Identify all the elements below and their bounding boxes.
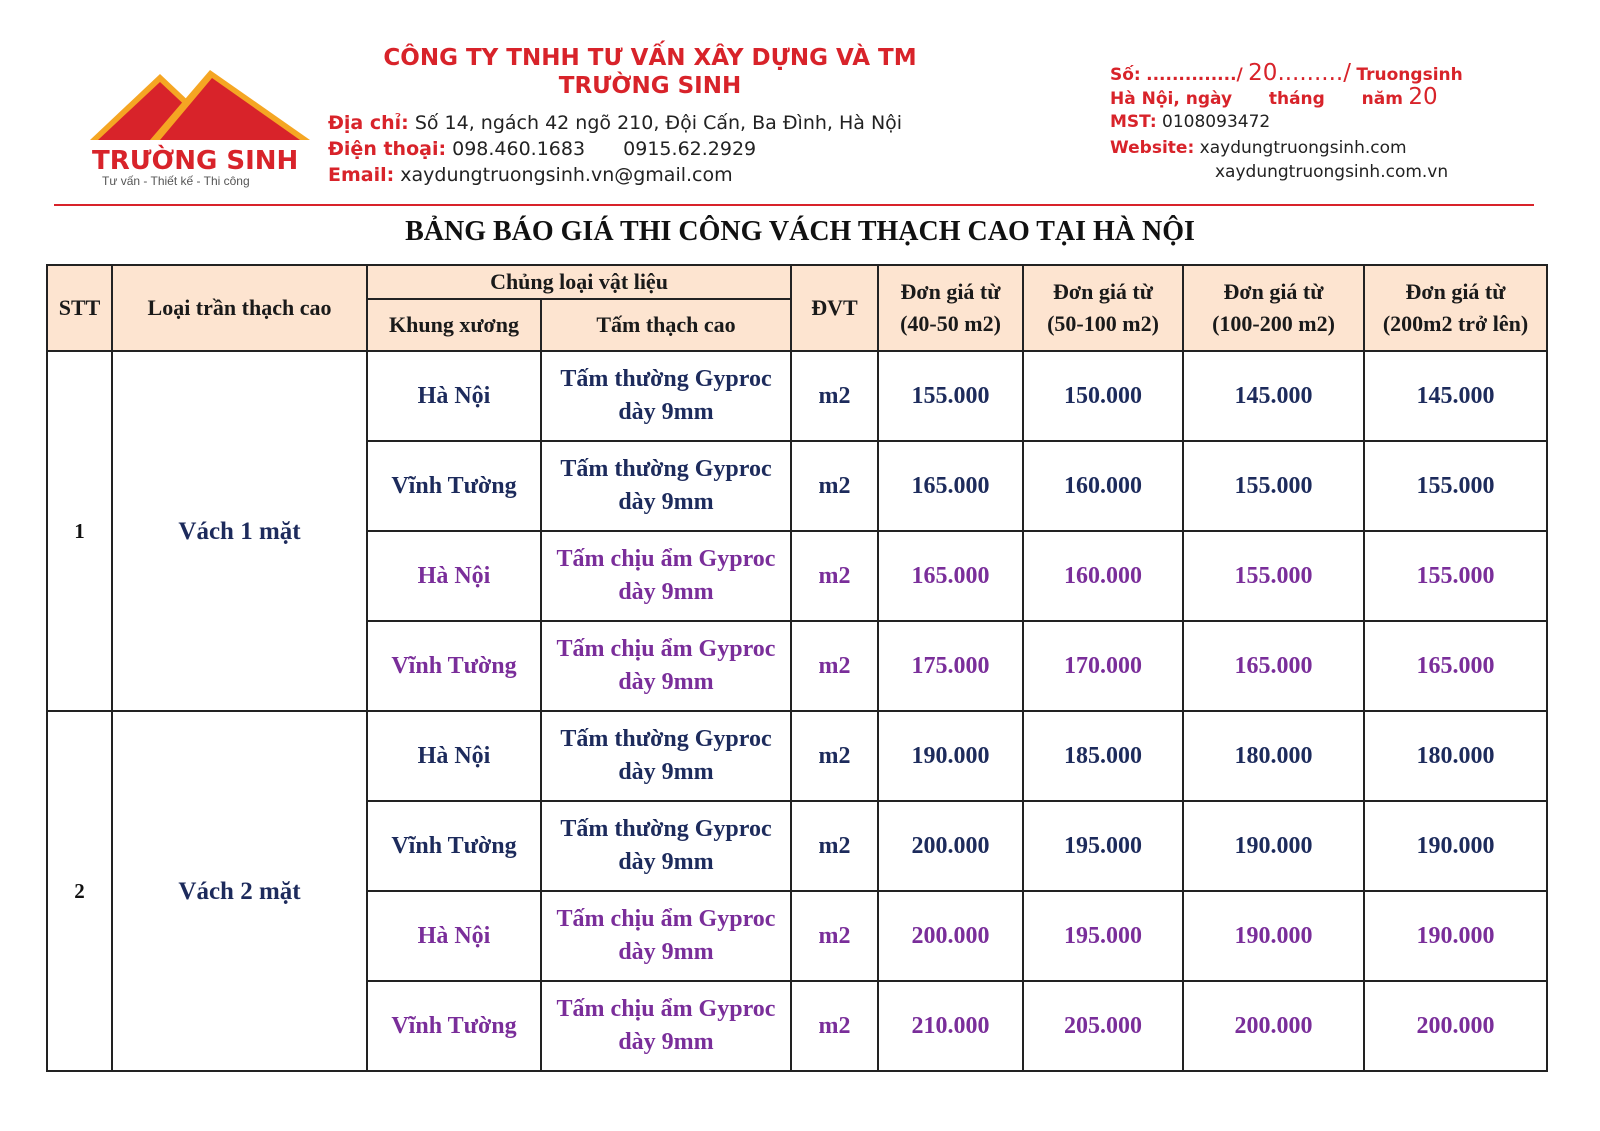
cell-price-1: 155.000 bbox=[878, 351, 1023, 441]
website-line bbox=[1110, 138, 1407, 158]
cell-price-2: 205.000 bbox=[1023, 981, 1183, 1071]
logo-tagline: Tư vấn - Thiết kế - Thi công bbox=[102, 174, 250, 188]
month-label: tháng bbox=[1268, 89, 1325, 109]
cell-price-4: 145.000 bbox=[1364, 351, 1547, 441]
cell-unit: m2 bbox=[791, 531, 878, 621]
header-material-group: Chủng loại vật liệu bbox=[367, 265, 791, 299]
cell-price-4: 200.000 bbox=[1364, 981, 1547, 1071]
cell-board: Tấm thường Gyproc dày 9mm bbox=[541, 801, 791, 891]
cell-price-2: 185.000 bbox=[1023, 711, 1183, 801]
cell-price-2: 195.000 bbox=[1023, 891, 1183, 981]
year-value: 20 bbox=[1408, 84, 1438, 110]
cell-board: Tấm chịu ẩm Gyproc dày 9mm bbox=[541, 531, 791, 621]
company-name bbox=[320, 44, 980, 100]
cell-frame: Vĩnh Tường bbox=[367, 621, 541, 711]
cell-board: Tấm chịu ẩm Gyproc dày 9mm bbox=[541, 621, 791, 711]
cell-frame: Vĩnh Tường bbox=[367, 801, 541, 891]
cell-price-3: 165.000 bbox=[1183, 621, 1364, 711]
cell-price-2: 160.000 bbox=[1023, 441, 1183, 531]
cell-price-3: 190.000 bbox=[1183, 891, 1364, 981]
email-value[interactable]: xaydungtruongsinh.vn@gmail.com bbox=[400, 164, 733, 186]
email-label: Email: bbox=[328, 164, 395, 186]
header-divider bbox=[54, 204, 1534, 206]
so-code: Truongsinh bbox=[1356, 65, 1463, 85]
header-price-1: Đơn giá từ (40-50 m2) bbox=[878, 265, 1023, 351]
cell-price-1: 165.000 bbox=[878, 441, 1023, 531]
cell-price-2: 160.000 bbox=[1023, 531, 1183, 621]
page-title: BẢNG BÁO GIÁ THI CÔNG VÁCH THẠCH CAO TẠI HÀ NỘI bbox=[405, 216, 1195, 247]
row-stt: 1 bbox=[47, 351, 112, 711]
document-number bbox=[1110, 60, 1463, 86]
cell-frame: Hà Nội bbox=[367, 891, 541, 981]
website-label: Website: bbox=[1110, 138, 1195, 158]
cell-unit: m2 bbox=[791, 621, 878, 711]
cell-price-3: 190.000 bbox=[1183, 801, 1364, 891]
header-unit: ĐVT bbox=[791, 265, 878, 351]
cell-price-1: 190.000 bbox=[878, 711, 1023, 801]
price-table bbox=[46, 264, 1548, 1072]
cell-price-3: 200.000 bbox=[1183, 981, 1364, 1071]
address-label: Địa chỉ: bbox=[328, 112, 409, 134]
cell-price-1: 200.000 bbox=[878, 801, 1023, 891]
cell-frame: Vĩnh Tường bbox=[367, 981, 541, 1071]
phone-2[interactable]: 0915.62.2929 bbox=[623, 138, 757, 160]
company-name-line1: CÔNG TY TNHH TƯ VẤN XÂY DỰNG VÀ TM bbox=[383, 45, 917, 71]
phone-label: Điện thoại: bbox=[328, 138, 447, 160]
header-frame: Khung xương bbox=[367, 299, 541, 351]
logo-text: TRƯỜNG SINH bbox=[92, 146, 299, 176]
cell-price-1: 200.000 bbox=[878, 891, 1023, 981]
cell-price-3: 145.000 bbox=[1183, 351, 1364, 441]
header-price-2: Đơn giá từ (50-100 m2) bbox=[1023, 265, 1183, 351]
table-row bbox=[47, 351, 1547, 441]
row-stt: 2 bbox=[47, 711, 112, 1071]
cell-unit: m2 bbox=[791, 351, 878, 441]
cell-board: Tấm chịu ẩm Gyproc dày 9mm bbox=[541, 891, 791, 981]
cell-unit: m2 bbox=[791, 441, 878, 531]
cell-board: Tấm thường Gyproc dày 9mm bbox=[541, 351, 791, 441]
cell-price-3: 155.000 bbox=[1183, 441, 1364, 531]
mst-value: 0108093472 bbox=[1162, 112, 1271, 132]
so-dots: ............../ bbox=[1146, 65, 1243, 85]
header-board: Tấm thạch cao bbox=[541, 299, 791, 351]
cell-price-1: 175.000 bbox=[878, 621, 1023, 711]
cell-unit: m2 bbox=[791, 891, 878, 981]
header-price-3: Đơn giá từ (100-200 m2) bbox=[1183, 265, 1364, 351]
cell-price-4: 190.000 bbox=[1364, 891, 1547, 981]
cell-price-2: 195.000 bbox=[1023, 801, 1183, 891]
tax-code-line bbox=[1110, 112, 1270, 132]
year-label: năm bbox=[1361, 89, 1403, 109]
address-line bbox=[328, 112, 902, 134]
cell-price-1: 165.000 bbox=[878, 531, 1023, 621]
header-stt: STT bbox=[47, 265, 112, 351]
cell-board: Tấm thường Gyproc dày 9mm bbox=[541, 711, 791, 801]
cell-frame: Hà Nội bbox=[367, 351, 541, 441]
cell-frame: Hà Nội bbox=[367, 711, 541, 801]
cell-price-4: 165.000 bbox=[1364, 621, 1547, 711]
cell-frame: Vĩnh Tường bbox=[367, 441, 541, 531]
cell-price-1: 210.000 bbox=[878, 981, 1023, 1071]
cell-unit: m2 bbox=[791, 981, 878, 1071]
cell-price-3: 155.000 bbox=[1183, 531, 1364, 621]
cell-price-4: 155.000 bbox=[1364, 441, 1547, 531]
table-row bbox=[47, 711, 1547, 801]
date-prefix: Hà Nội, ngày bbox=[1110, 89, 1233, 109]
date-line bbox=[1110, 84, 1438, 110]
cell-frame: Hà Nội bbox=[367, 531, 541, 621]
website-2[interactable]: xaydungtruongsinh.com.vn bbox=[1215, 162, 1449, 182]
cell-price-3: 180.000 bbox=[1183, 711, 1364, 801]
cell-price-4: 190.000 bbox=[1364, 801, 1547, 891]
cell-price-2: 150.000 bbox=[1023, 351, 1183, 441]
so-label: Số: bbox=[1110, 65, 1141, 85]
phone-1[interactable]: 098.460.1683 bbox=[452, 138, 586, 160]
cell-price-4: 155.000 bbox=[1364, 531, 1547, 621]
email-line bbox=[328, 164, 733, 186]
cell-unit: m2 bbox=[791, 801, 878, 891]
row-type: Vách 2 mặt bbox=[112, 711, 367, 1071]
cell-unit: m2 bbox=[791, 711, 878, 801]
website-1[interactable]: xaydungtruongsinh.com bbox=[1199, 138, 1407, 158]
phone-line bbox=[328, 138, 756, 160]
address-value: Số 14, ngách 42 ngõ 210, Đội Cấn, Ba Đình, Hà Nội bbox=[414, 112, 903, 134]
company-name-line2: TRƯỜNG SINH bbox=[558, 73, 742, 99]
header-type: Loại trần thạch cao bbox=[112, 265, 367, 351]
header-price-4: Đơn giá từ (200m2 trở lên) bbox=[1364, 265, 1547, 351]
mst-label: MST: bbox=[1110, 112, 1157, 132]
cell-board: Tấm thường Gyproc dày 9mm bbox=[541, 441, 791, 531]
cell-price-4: 180.000 bbox=[1364, 711, 1547, 801]
so-year: 20........./ bbox=[1248, 60, 1351, 86]
cell-board: Tấm chịu ẩm Gyproc dày 9mm bbox=[541, 981, 791, 1071]
row-type: Vách 1 mặt bbox=[112, 351, 367, 711]
cell-price-2: 170.000 bbox=[1023, 621, 1183, 711]
